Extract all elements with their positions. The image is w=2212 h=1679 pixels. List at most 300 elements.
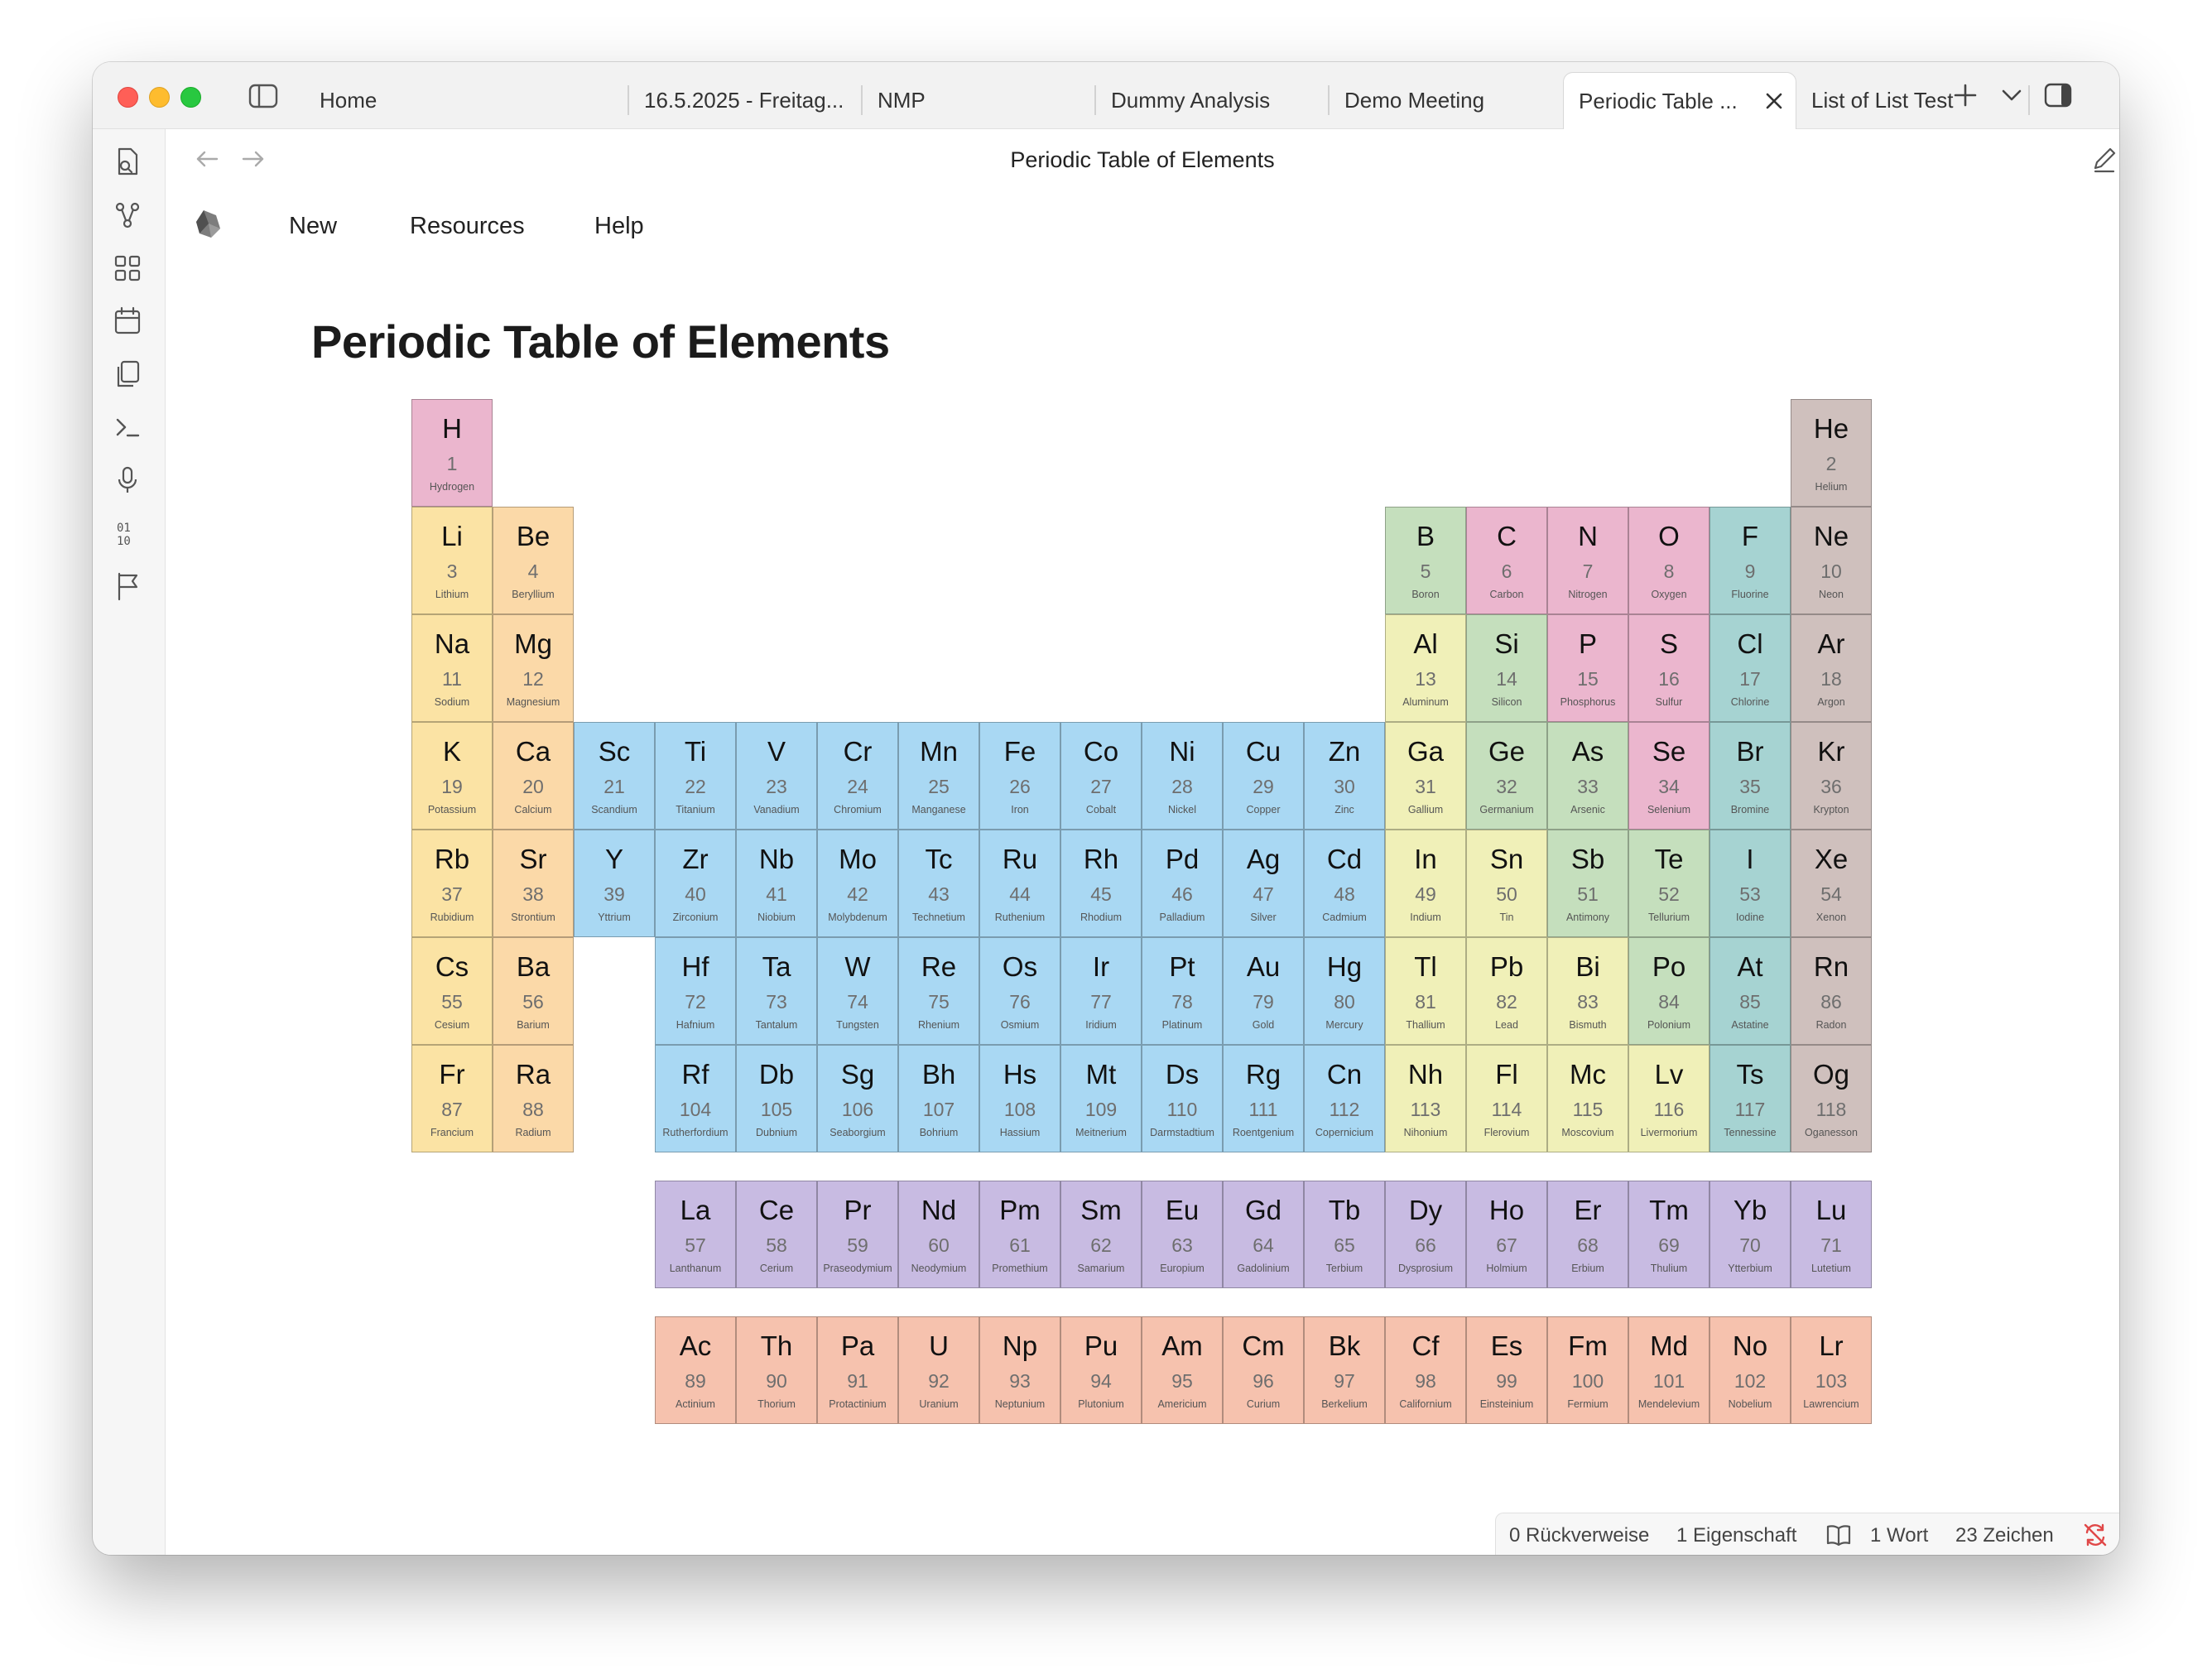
element-name: Erbium <box>1571 1263 1604 1274</box>
element-name: Darmstadtium <box>1150 1127 1214 1138</box>
element-symbol: Mo <box>839 844 877 874</box>
element-cell-cs[interactable] <box>411 937 493 1045</box>
obsidian-logo-icon[interactable] <box>192 207 225 240</box>
element-symbol: Cn <box>1326 1059 1363 1090</box>
element-atomic-number: 57 <box>685 1234 706 1256</box>
element-symbol: Nd <box>921 1195 957 1225</box>
element-cell-v[interactable] <box>736 722 817 830</box>
element-symbol: Ra <box>515 1059 551 1090</box>
element-atomic-number: 49 <box>1415 883 1436 905</box>
element-cell-ra[interactable] <box>493 1045 574 1152</box>
element-name: Indium <box>1410 912 1441 923</box>
element-cell-sn[interactable] <box>1466 830 1547 937</box>
element-name: Xenon <box>1815 912 1847 923</box>
element-atomic-number: 71 <box>1820 1234 1842 1256</box>
element-cell-nh[interactable] <box>1385 1045 1466 1152</box>
element-symbol: Cf <box>1411 1330 1440 1361</box>
element-name: Bromine <box>1730 804 1770 815</box>
element-symbol: In <box>1414 844 1437 874</box>
menu-item-new[interactable]: New <box>289 213 338 239</box>
element-symbol: Xe <box>1814 844 1849 874</box>
close-tab-icon[interactable] <box>1764 91 1784 111</box>
element-cell-tm[interactable] <box>1628 1181 1709 1288</box>
element-cell-bh[interactable] <box>898 1045 979 1152</box>
element-cell-no[interactable] <box>1709 1316 1791 1424</box>
element-name: Californium <box>1399 1398 1452 1410</box>
element-cell-lu[interactable] <box>1791 1181 1872 1288</box>
element-cell-at[interactable] <box>1709 937 1791 1045</box>
left-ribbon <box>93 129 166 1555</box>
element-atomic-number: 58 <box>766 1234 787 1256</box>
element-symbol: Ac <box>679 1330 712 1361</box>
element-name: Niobium <box>757 912 796 923</box>
element-name: Copper <box>1246 804 1281 815</box>
tab-home[interactable] <box>305 72 629 128</box>
element-atomic-number: 76 <box>1009 991 1031 1013</box>
element-cell-ba[interactable] <box>493 937 574 1045</box>
element-symbol: Ag <box>1246 844 1281 874</box>
element-cell-cf[interactable] <box>1385 1316 1466 1424</box>
element-name: Krypton <box>1813 804 1849 815</box>
element-cell-ar[interactable] <box>1791 614 1872 722</box>
element-atomic-number: 42 <box>847 883 868 905</box>
element-cell-am[interactable] <box>1142 1316 1223 1424</box>
element-cell-pm[interactable] <box>979 1181 1060 1288</box>
menu-item-help[interactable]: Help <box>594 213 644 239</box>
element-cell-f[interactable] <box>1709 507 1791 614</box>
element-cell-xe[interactable] <box>1791 830 1872 937</box>
element-cell-sr[interactable] <box>493 830 574 937</box>
element-cell-er[interactable] <box>1547 1181 1628 1288</box>
element-atomic-number: 66 <box>1415 1234 1436 1256</box>
element-cell-rb[interactable] <box>411 830 493 937</box>
element-symbol: Bk <box>1328 1330 1361 1361</box>
element-symbol: Md <box>1650 1330 1688 1361</box>
element-cell-tc[interactable] <box>898 830 979 937</box>
element-name: Magnesium <box>506 696 560 708</box>
element-cell-fr[interactable] <box>411 1045 493 1152</box>
element-symbol: Pu <box>1084 1330 1118 1361</box>
element-name: Nobelium <box>1728 1398 1772 1410</box>
element-name: Radium <box>515 1127 551 1138</box>
element-cell-ac[interactable] <box>655 1316 736 1424</box>
element-name: Osmium <box>1000 1019 1040 1031</box>
element-atomic-number: 112 <box>1329 1099 1360 1120</box>
element-atomic-number: 69 <box>1658 1234 1680 1256</box>
element-cell-mg[interactable] <box>493 614 574 722</box>
element-symbol: Y <box>604 844 623 874</box>
element-atomic-number: 53 <box>1739 883 1761 905</box>
element-cell-rf[interactable] <box>655 1045 736 1152</box>
element-cell-dy[interactable] <box>1385 1181 1466 1288</box>
element-name: Dubnium <box>755 1127 798 1138</box>
element-name: Barium <box>517 1019 550 1031</box>
element-cell-pr[interactable] <box>817 1181 898 1288</box>
element-cell-sc[interactable] <box>574 722 655 830</box>
element-cell-os[interactable] <box>979 937 1060 1045</box>
element-symbol: As <box>1571 736 1604 767</box>
edit-pencil-icon[interactable] <box>2088 142 2119 176</box>
element-symbol: Ga <box>1407 736 1445 767</box>
properties-count[interactable]: 1 Eigenschaft <box>1676 1524 1797 1547</box>
element-cell-c[interactable] <box>1466 507 1547 614</box>
element-cell-tl[interactable] <box>1385 937 1466 1045</box>
element-cell-pd[interactable] <box>1142 830 1223 937</box>
element-cell-eu[interactable] <box>1142 1181 1223 1288</box>
element-symbol: Cm <box>1242 1330 1285 1361</box>
minimize-window-button[interactable] <box>149 87 170 108</box>
element-cell-po[interactable] <box>1628 937 1709 1045</box>
element-symbol: Cd <box>1326 844 1363 874</box>
flag-icon[interactable] <box>111 570 144 603</box>
element-cell-mt[interactable] <box>1060 1045 1142 1152</box>
element-name: Potassium <box>427 804 477 815</box>
element-atomic-number: 84 <box>1658 991 1680 1013</box>
element-cell-au[interactable] <box>1223 937 1304 1045</box>
element-atomic-number: 18 <box>1820 668 1842 690</box>
element-symbol: Sr <box>519 844 547 874</box>
element-cell-gd[interactable] <box>1223 1181 1304 1288</box>
element-cell-ir[interactable] <box>1060 937 1142 1045</box>
element-cell-ne[interactable] <box>1791 507 1872 614</box>
element-symbol: Tm <box>1649 1195 1689 1225</box>
element-cell-la[interactable] <box>655 1181 736 1288</box>
element-cell-ho[interactable] <box>1466 1181 1547 1288</box>
element-name: Scandium <box>591 804 637 815</box>
element-cell-lr[interactable] <box>1791 1316 1872 1424</box>
element-name: Zinc <box>1334 804 1354 815</box>
element-symbol: O <box>1658 521 1680 551</box>
element-cell-ti[interactable] <box>655 722 736 830</box>
element-cell-se[interactable] <box>1628 722 1709 830</box>
element-name: Iron <box>1011 804 1029 815</box>
element-cell-ta[interactable] <box>736 937 817 1045</box>
tab-bar <box>93 62 2119 129</box>
element-atomic-number: 74 <box>847 991 868 1013</box>
element-cell-as[interactable] <box>1547 722 1628 830</box>
element-cell-ce[interactable] <box>736 1181 817 1288</box>
element-cell-he[interactable] <box>1791 399 1872 507</box>
element-cell-pa[interactable] <box>817 1316 898 1424</box>
element-symbol: C <box>1497 521 1517 551</box>
tab-nmp[interactable] <box>863 72 1096 128</box>
element-cell-k[interactable] <box>411 722 493 830</box>
element-symbol: Al <box>1413 628 1438 659</box>
element-cell-kr[interactable] <box>1791 722 1872 830</box>
element-atomic-number: 35 <box>1739 776 1761 797</box>
left-sidebar-toggle-icon[interactable] <box>248 84 278 108</box>
element-cell-hf[interactable] <box>655 937 736 1045</box>
element-name: Rhenium <box>917 1019 960 1031</box>
backlinks-count[interactable]: 0 Rückverweise <box>1509 1524 1650 1547</box>
element-symbol: Sn <box>1489 844 1524 874</box>
element-cell-mn[interactable] <box>898 722 979 830</box>
element-cell-ru[interactable] <box>979 830 1060 937</box>
element-symbol: Rb <box>434 844 470 874</box>
element-cell-cu[interactable] <box>1223 722 1304 830</box>
tab-demo-meeting[interactable] <box>1330 72 1563 128</box>
element-cell-pb[interactable] <box>1466 937 1547 1045</box>
element-atomic-number: 105 <box>760 1099 793 1120</box>
tab-periodic-table[interactable] <box>1563 72 1796 129</box>
element-cell-sb[interactable] <box>1547 830 1628 937</box>
element-cell-fl[interactable] <box>1466 1045 1547 1152</box>
calendar-icon[interactable] <box>111 305 144 338</box>
element-symbol: Li <box>441 521 463 551</box>
element-name: Bismuth <box>1569 1019 1607 1031</box>
element-symbol: Zn <box>1328 736 1361 767</box>
element-symbol: Bh <box>921 1059 956 1090</box>
element-cell-pu[interactable] <box>1060 1316 1142 1424</box>
element-atomic-number: 12 <box>522 668 544 690</box>
element-symbol: La <box>680 1195 711 1225</box>
element-cell-si[interactable] <box>1466 614 1547 722</box>
element-atomic-number: 10 <box>1820 560 1842 582</box>
new-tab-icon[interactable] <box>1950 80 1980 110</box>
periodic-table <box>93 62 2119 1555</box>
element-atomic-number: 54 <box>1820 883 1842 905</box>
element-name: Zirconium <box>672 912 719 923</box>
element-cell-w[interactable] <box>817 937 898 1045</box>
element-atomic-number: 91 <box>847 1370 868 1392</box>
element-atomic-number: 20 <box>522 776 544 797</box>
view-header <box>166 129 2119 192</box>
element-cell-rh[interactable] <box>1060 830 1142 937</box>
element-atomic-number: 85 <box>1739 991 1761 1013</box>
element-cell-tb[interactable] <box>1304 1181 1385 1288</box>
element-cell-cr[interactable] <box>817 722 898 830</box>
element-cell-br[interactable] <box>1709 722 1791 830</box>
element-name: Boron <box>1411 589 1440 600</box>
element-symbol: Kr <box>1817 736 1845 767</box>
element-cell-hg[interactable] <box>1304 937 1385 1045</box>
element-symbol: Br <box>1736 736 1764 767</box>
element-name: Americium <box>1157 1398 1207 1410</box>
element-cell-mc[interactable] <box>1547 1045 1628 1152</box>
element-cell-lv[interactable] <box>1628 1045 1709 1152</box>
element-cell-yb[interactable] <box>1709 1181 1791 1288</box>
tab-list-of-list-test[interactable] <box>1796 72 2030 128</box>
canvas-layout-icon[interactable] <box>111 252 144 285</box>
element-cell-li[interactable] <box>411 507 493 614</box>
element-cell-re[interactable] <box>898 937 979 1045</box>
tab-label: Home <box>320 88 377 113</box>
element-atomic-number: 113 <box>1410 1099 1441 1120</box>
element-cell-nd[interactable] <box>898 1181 979 1288</box>
element-cell-s[interactable] <box>1628 614 1709 722</box>
element-symbol: Sc <box>598 736 631 767</box>
element-cell-bi[interactable] <box>1547 937 1628 1045</box>
element-atomic-number: 95 <box>1171 1370 1193 1392</box>
element-cell-es[interactable] <box>1466 1316 1547 1424</box>
tab-label: Periodic Table ... <box>1579 89 1738 113</box>
element-cell-rg[interactable] <box>1223 1045 1304 1152</box>
element-symbol: Ti <box>684 736 707 767</box>
reading-view-book-icon[interactable] <box>1825 1523 1852 1547</box>
tab-daily-note[interactable] <box>629 72 863 128</box>
element-atomic-number: 39 <box>603 883 625 905</box>
element-name: Radon <box>1815 1019 1847 1031</box>
element-cell-fm[interactable] <box>1547 1316 1628 1424</box>
element-symbol: Ce <box>758 1195 795 1225</box>
element-cell-nb[interactable] <box>736 830 817 937</box>
element-cell-ni[interactable] <box>1142 722 1223 830</box>
element-symbol: At <box>1737 951 1763 982</box>
tab-list-chevron-down-icon[interactable] <box>1997 80 2027 110</box>
element-symbol: Hs <box>1003 1059 1037 1090</box>
element-cell-rn[interactable] <box>1791 937 1872 1045</box>
element-atomic-number: 13 <box>1415 668 1436 690</box>
element-cell-fe[interactable] <box>979 722 1060 830</box>
element-cell-sm[interactable] <box>1060 1181 1142 1288</box>
element-cell-bk[interactable] <box>1304 1316 1385 1424</box>
microphone-icon[interactable] <box>111 464 144 497</box>
element-atomic-number: 46 <box>1171 883 1193 905</box>
element-symbol: Lr <box>1819 1330 1844 1361</box>
element-cell-cm[interactable] <box>1223 1316 1304 1424</box>
element-atomic-number: 44 <box>1009 883 1031 905</box>
element-name: Lithium <box>435 589 469 600</box>
element-name: Tellurium <box>1647 912 1690 923</box>
element-cell-al[interactable] <box>1385 614 1466 722</box>
element-symbol: Og <box>1812 1059 1850 1090</box>
element-symbol: Rg <box>1245 1059 1282 1090</box>
element-name: Sodium <box>434 696 470 708</box>
element-name: Silicon <box>1491 696 1522 708</box>
element-symbol: Np <box>1002 1330 1038 1361</box>
element-atomic-number: 96 <box>1253 1370 1274 1392</box>
element-cell-th[interactable] <box>736 1316 817 1424</box>
element-symbol: Db <box>758 1059 795 1090</box>
element-cell-ds[interactable] <box>1142 1045 1223 1152</box>
element-name: Platinum <box>1161 1019 1203 1031</box>
element-atomic-number: 73 <box>766 991 787 1013</box>
element-symbol: N <box>1578 521 1598 551</box>
element-symbol: Mt <box>1085 1059 1117 1090</box>
element-name: Lutetium <box>1811 1263 1851 1274</box>
element-cell-hs[interactable] <box>979 1045 1060 1152</box>
element-name: Tantalum <box>755 1019 798 1031</box>
element-atomic-number: 102 <box>1734 1370 1767 1392</box>
element-symbol: Ne <box>1813 521 1849 551</box>
command-terminal-icon[interactable] <box>111 411 144 444</box>
note-title: Periodic Table of Elements <box>1010 147 1275 172</box>
element-symbol: Ca <box>515 736 551 767</box>
element-cell-na[interactable] <box>411 614 493 722</box>
element-atomic-number: 31 <box>1415 776 1436 797</box>
element-cell-p[interactable] <box>1547 614 1628 722</box>
element-symbol: Es <box>1490 1330 1523 1361</box>
element-name: Lanthanum <box>669 1263 722 1274</box>
element-atomic-number: 60 <box>928 1234 950 1256</box>
element-symbol: Mc <box>1570 1059 1606 1090</box>
element-name: Fluorine <box>1731 589 1769 600</box>
element-cell-og[interactable] <box>1791 1045 1872 1152</box>
element-atomic-number: 108 <box>1003 1099 1036 1120</box>
tab-label: List of List Test <box>1811 88 1954 113</box>
element-cell-ag[interactable] <box>1223 830 1304 937</box>
element-cell-mo[interactable] <box>817 830 898 937</box>
element-cell-co[interactable] <box>1060 722 1142 830</box>
element-name: Curium <box>1246 1398 1281 1410</box>
element-cell-zn[interactable] <box>1304 722 1385 830</box>
element-cell-cl[interactable] <box>1709 614 1791 722</box>
element-cell-ts[interactable] <box>1709 1045 1791 1152</box>
element-cell-db[interactable] <box>736 1045 817 1152</box>
element-name: Promethium <box>992 1263 1048 1274</box>
element-cell-i[interactable] <box>1709 830 1791 937</box>
menu-item-resources[interactable]: Resources <box>410 213 525 239</box>
element-name: Tungsten <box>836 1019 879 1031</box>
element-cell-y[interactable] <box>574 830 655 937</box>
element-cell-b[interactable] <box>1385 507 1466 614</box>
element-name: Titanium <box>676 804 715 815</box>
element-atomic-number: 88 <box>522 1099 544 1120</box>
element-atomic-number: 92 <box>928 1370 950 1392</box>
element-cell-u[interactable] <box>898 1316 979 1424</box>
element-cell-zr[interactable] <box>655 830 736 937</box>
element-name: Cobalt <box>1085 804 1117 815</box>
element-cell-h[interactable] <box>411 399 493 507</box>
element-atomic-number: 2 <box>1825 453 1837 474</box>
element-atomic-number: 65 <box>1334 1234 1355 1256</box>
element-name: Oganesson <box>1805 1127 1858 1138</box>
right-sidebar-toggle-icon[interactable] <box>2043 80 2073 110</box>
svg-text:01: 01 <box>117 522 131 535</box>
element-symbol: Er <box>1574 1195 1602 1225</box>
zoom-window-button[interactable] <box>180 87 201 108</box>
element-name: Sulfur <box>1655 696 1683 708</box>
element-symbol: Th <box>760 1330 793 1361</box>
element-cell-cd[interactable] <box>1304 830 1385 937</box>
element-symbol: Rn <box>1813 951 1849 982</box>
element-name: Neptunium <box>994 1398 1046 1410</box>
element-symbol: Tl <box>1414 951 1437 982</box>
element-cell-ga[interactable] <box>1385 722 1466 830</box>
quick-switcher-file-search-icon[interactable] <box>111 146 144 179</box>
close-window-button[interactable] <box>118 87 138 108</box>
sync-error-icon[interactable] <box>2082 1523 2109 1547</box>
element-cell-md[interactable] <box>1628 1316 1709 1424</box>
element-cell-cn[interactable] <box>1304 1045 1385 1152</box>
tab-label: NMP <box>878 88 926 113</box>
element-cell-ca[interactable] <box>493 722 574 830</box>
element-name: Plutonium <box>1078 1398 1124 1410</box>
element-cell-in[interactable] <box>1385 830 1466 937</box>
element-cell-ge[interactable] <box>1466 722 1547 830</box>
binary-icon[interactable] <box>111 517 144 550</box>
element-name: Rubidium <box>430 912 474 923</box>
tab-dummy-analysis[interactable] <box>1096 72 1330 128</box>
element-atomic-number: 97 <box>1334 1370 1355 1392</box>
element-atomic-number: 21 <box>603 776 625 797</box>
element-cell-sg[interactable] <box>817 1045 898 1152</box>
element-name: Tin <box>1499 912 1514 923</box>
element-cell-te[interactable] <box>1628 830 1709 937</box>
element-cell-o[interactable] <box>1628 507 1709 614</box>
element-name: Iodine <box>1735 912 1765 923</box>
element-atomic-number: 7 <box>1582 560 1594 582</box>
element-cell-np[interactable] <box>979 1316 1060 1424</box>
element-symbol: Ba <box>516 951 551 982</box>
element-cell-be[interactable] <box>493 507 574 614</box>
templates-copy-icon[interactable] <box>111 358 144 391</box>
element-cell-n[interactable] <box>1547 507 1628 614</box>
graph-view-icon[interactable] <box>111 199 144 232</box>
element-atomic-number: 28 <box>1171 776 1193 797</box>
element-atomic-number: 29 <box>1253 776 1274 797</box>
element-cell-pt[interactable] <box>1142 937 1223 1045</box>
